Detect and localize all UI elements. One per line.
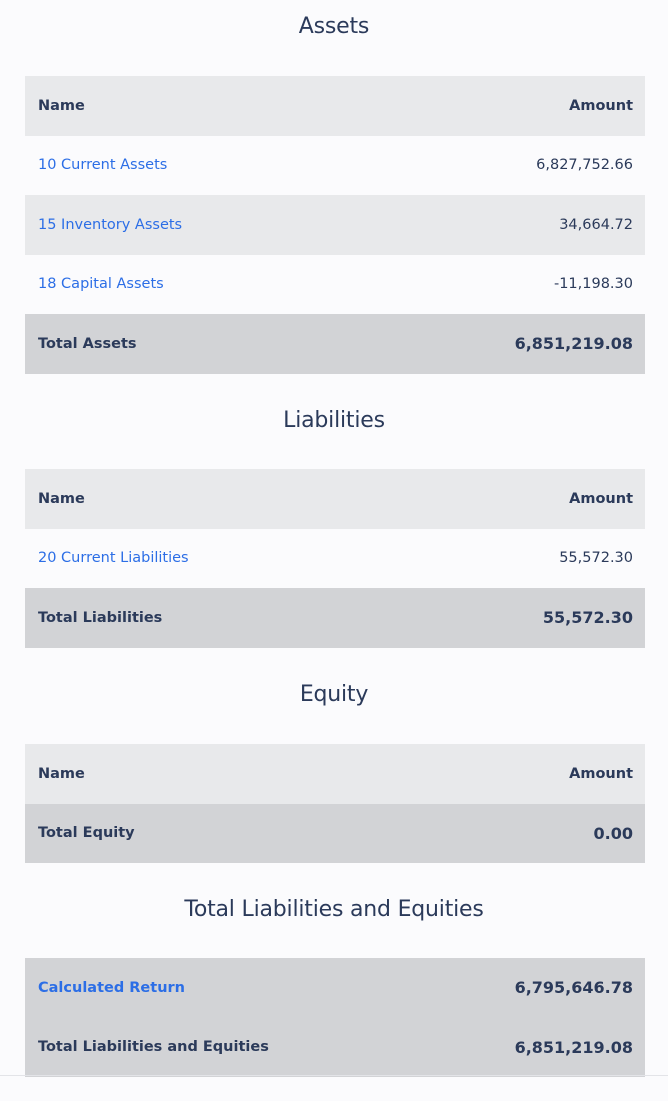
page-bottom-divider — [0, 1075, 668, 1076]
amount-cell: 55,572.30 — [559, 550, 633, 567]
table-row — [25, 195, 645, 255]
table-row — [25, 255, 645, 315]
total-liabilities-equities-amount: 6,851,219.08 — [514, 1037, 633, 1057]
liabilities-header-name: Name — [38, 490, 85, 507]
amount-cell: 34,664.72 — [559, 216, 633, 233]
equity-table-header — [25, 744, 645, 804]
assets-table — [25, 76, 645, 374]
total-liabilities-equities-row — [25, 1018, 645, 1078]
calculated-return-amount: 6,795,646.78 — [514, 978, 633, 998]
assets-header-name: Name — [38, 97, 85, 114]
equity-header-name: Name — [38, 765, 85, 782]
equity-title: Equity — [299, 682, 369, 707]
amount-cell: 6,827,752.66 — [536, 157, 633, 174]
equity-total-row — [25, 804, 645, 864]
account-link-inventory-assets[interactable]: 15 Inventory Assets — [38, 216, 183, 233]
account-link-current-liabilities[interactable]: 20 Current Liabilities — [38, 550, 189, 567]
assets-total-row — [25, 314, 645, 374]
equity-total-label: Total Equity — [38, 825, 135, 842]
equity-header-amount: Amount — [569, 765, 633, 782]
assets-title: Assets — [298, 14, 370, 39]
account-link-capital-assets[interactable]: 18 Capital Assets — [38, 276, 164, 293]
equity-table — [25, 744, 645, 863]
liabilities-table — [25, 469, 645, 648]
calculated-return-link[interactable]: Calculated Return — [38, 979, 185, 996]
table-row — [25, 529, 645, 589]
equity-total-amount: 0.00 — [593, 823, 633, 843]
liabilities-table-header — [25, 469, 645, 529]
account-link-current-assets[interactable]: 10 Current Assets — [38, 157, 168, 174]
assets-header-amount: Amount — [569, 97, 633, 114]
calculated-return-row — [25, 958, 645, 1018]
liabilities-total-label: Total Liabilities — [38, 609, 163, 626]
assets-total-amount: 6,851,219.08 — [514, 334, 633, 354]
table-row — [25, 136, 645, 196]
liabilities-header-amount: Amount — [569, 490, 633, 507]
totals-title: Total Liabilities and Equities — [184, 897, 484, 922]
total-liabilities-equities-label: Total Liabilities and Equities — [38, 1039, 269, 1056]
amount-cell: -11,198.30 — [553, 276, 633, 293]
assets-total-label: Total Assets — [38, 335, 137, 352]
totals-table — [25, 958, 645, 1077]
liabilities-total-row — [25, 588, 645, 648]
assets-table-header — [25, 76, 645, 136]
liabilities-title: Liabilities — [283, 408, 385, 433]
liabilities-total-amount: 55,572.30 — [542, 608, 633, 628]
